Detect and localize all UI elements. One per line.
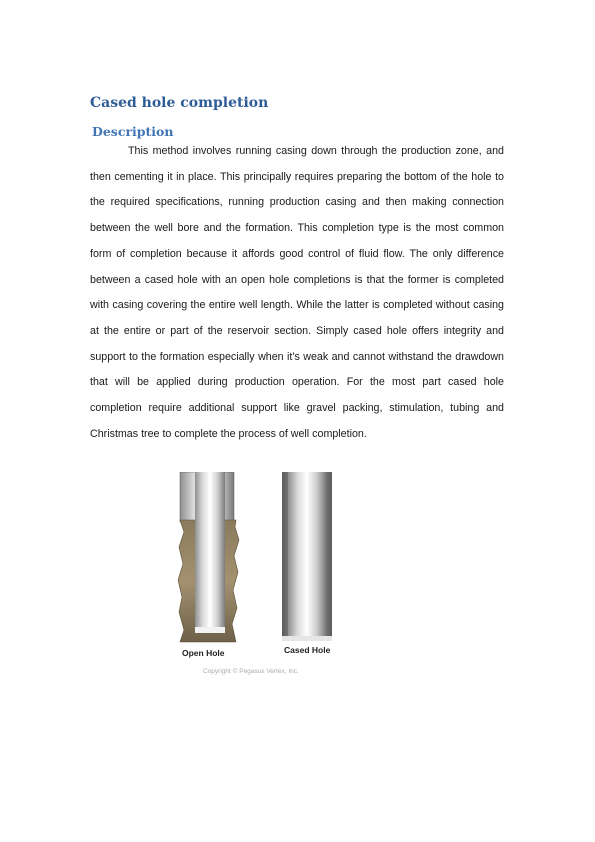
cased-hole-diagram <box>282 472 332 641</box>
section-title: Cased hole completion <box>90 95 269 111</box>
well-completion-figure <box>170 472 350 682</box>
cased-hole-bottom <box>282 636 332 641</box>
cased-hole-bore <box>288 472 326 638</box>
open-hole-bottom <box>195 627 225 633</box>
open-hole-bore <box>195 472 225 632</box>
open-hole-label: Open Hole <box>182 648 225 658</box>
description-paragraph: This method involves running casing down through the production zone, and then cementing it in place. This principally requires preparing the bottom of the hole to the required specifications, running production casing and then making connection between the well bore and the formation. This completion type is the most common form of completion because it affords good control of fluid flow. The only difference between a cased hole with an open hole completions is that the former is completed with casing covering the entire well length. While the latter is completed without casing at the entire or part of the reservoir section. Simply cased hole offers integrity and support to the formation especially when it's weak and cannot withstand the drawdown that will be applied during production operation. For the most part cased hole completion require additional support like gravel packing, stimulation, tubing and Christmas tree to complete the process of well completion. <box>90 145 504 440</box>
copyright-notice: Copyright © Pegasus Vertex, Inc. <box>203 668 299 675</box>
cased-hole-label: Cased Hole <box>284 645 331 655</box>
section-subtitle: Description <box>92 124 174 139</box>
open-hole-diagram <box>178 472 239 642</box>
